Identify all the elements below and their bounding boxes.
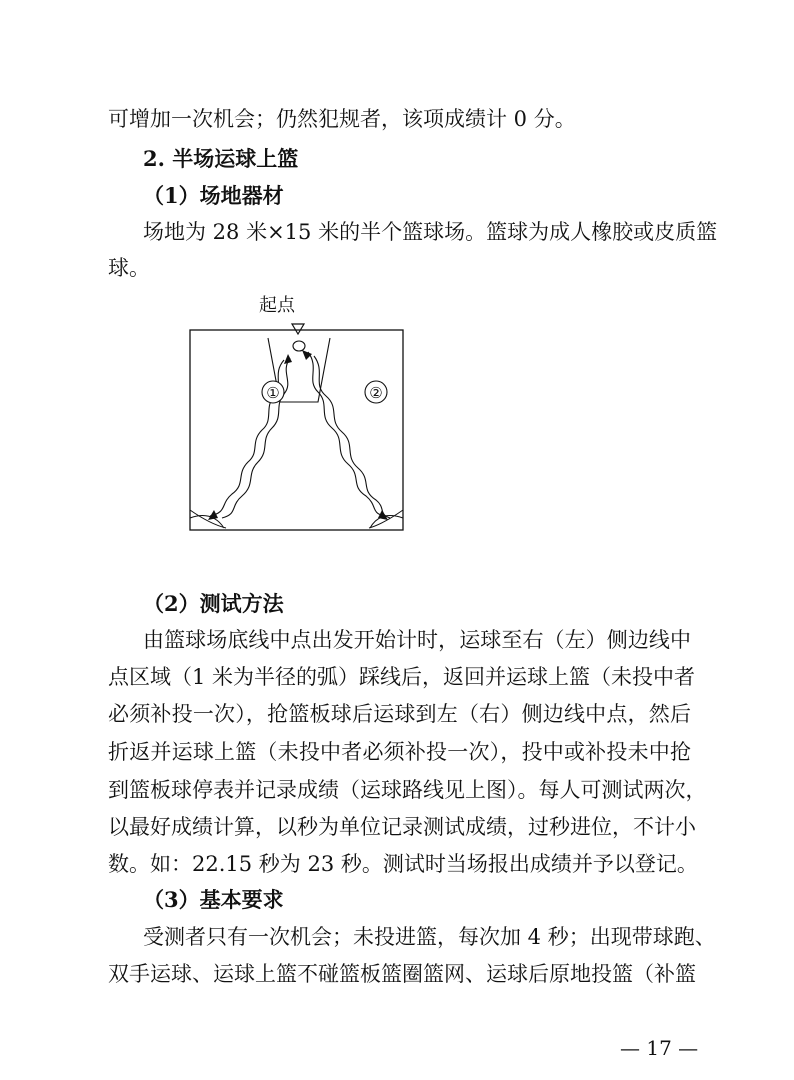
dribbling-route-diagram [180, 288, 420, 538]
start-label: 起点 [259, 295, 295, 316]
text-line: 折返并运球上篮（未投中者必须补投一次），投中或补投未中抢 [108, 740, 691, 764]
text-line: 必须补投一次），抢篮板球后运球到左（右）侧边线中点，然后 [108, 702, 691, 726]
subsection-heading: （2）测试方法 [143, 591, 284, 616]
text-line: 双手运球、运球上篮不碰篮板篮圈篮网、运球后原地投篮（补篮 [108, 962, 696, 986]
text-line: 数。如：22.15 秒为 23 秒。测试时当场报出成绩并予以登记。 [108, 852, 698, 876]
route-2-label: ② [369, 384, 383, 402]
start-marker-triangle [292, 324, 304, 334]
route-line [314, 356, 390, 518]
page-number: — 17 — [620, 1036, 699, 1060]
text-line: 可增加一次机会；仍然犯规者，该项成绩计 0 分。 [108, 107, 576, 131]
half-court-outline [190, 330, 403, 530]
arrow-head [284, 354, 292, 364]
arrow-head [302, 350, 312, 360]
text-line: 到篮板球停表并记录成绩（运球路线见上图）。每人可测试两次， [108, 778, 707, 802]
text-line: 受测者只有一次机会；未投进篮，每次加 4 秒；出现带球跑、 [143, 925, 716, 949]
text-line: 场地为 28 米×15 米的半个篮球场。篮球为成人橡胶或皮质篮 [143, 220, 718, 244]
route-1-label: ① [266, 384, 280, 402]
text-line: 点区域（1 米为半径的弧）踩线后，返回并运球上篮（未投中者 [108, 665, 696, 689]
left-sideline-arc [190, 510, 226, 528]
subsection-heading: （1）场地器材 [143, 183, 284, 208]
section-heading: 2. 半场运球上篮 [143, 146, 299, 171]
text-line: 以最好成绩计算，以秒为单位记录测试成绩，过秒进位，不计小 [108, 815, 696, 839]
arrow-head [208, 510, 218, 520]
text-line: 由篮球场底线中点出发开始计时，运球至右（左）侧边线中 [143, 628, 691, 652]
basket-hoop [293, 341, 305, 351]
subsection-heading: （3）基本要求 [143, 887, 284, 912]
text-line: 球。 [108, 256, 150, 280]
